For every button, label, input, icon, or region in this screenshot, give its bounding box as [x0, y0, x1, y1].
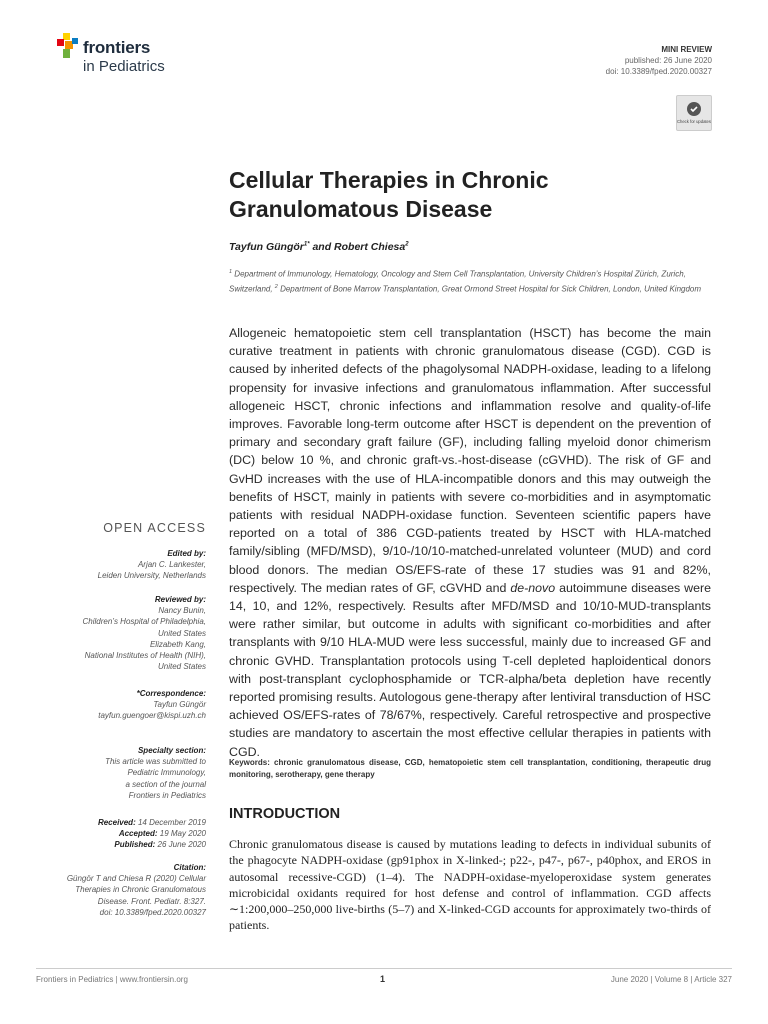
dates-block	[36, 817, 206, 851]
journal-name-line2: in Pediatrics	[83, 58, 165, 75]
sidebar-line: Arjan C. Lankester,	[137, 560, 206, 570]
sidebar-line: National Institutes of Health (NIH),	[84, 651, 206, 661]
citation-doi-link[interactable]: doi: 10.3389/fped.2020.00327	[99, 907, 206, 917]
journal-logo[interactable]	[57, 33, 217, 81]
edited-by-block	[36, 548, 206, 582]
sidebar-line: Nancy Bunin,	[158, 606, 206, 616]
footer-journal-link[interactable]: Frontiers in Pediatrics | www.frontiersin.org	[36, 975, 188, 984]
affiliations	[229, 266, 714, 296]
sidebar-line: Children’s Hospital of Philadelphia,	[82, 617, 206, 627]
specialty-block	[36, 745, 206, 801]
sidebar-line: Disease. Front. Pediatr. 8:327.	[97, 896, 206, 906]
accepted-label: Accepted:	[118, 829, 158, 839]
sidebar-line: a section of the journal	[125, 779, 206, 789]
sidebar-heading: Specialty section:	[137, 746, 206, 755]
correspondence-block	[36, 688, 206, 722]
frontiers-logo-icon	[57, 33, 79, 59]
check-for-updates-button[interactable]	[676, 95, 712, 131]
sidebar-line: Tayfun Güngör	[153, 700, 206, 710]
article-type: MINI REVIEW	[661, 45, 712, 54]
published-date-sidebar: 26 June 2020	[155, 840, 206, 850]
correspondence-email[interactable]: tayfun.guengoer@kispi.uzh.ch	[98, 711, 206, 721]
sidebar-heading: Edited by:	[167, 549, 206, 558]
sidebar-heading: Citation:	[173, 863, 206, 872]
sidebar-line: United States	[157, 662, 206, 672]
sidebar-heading: Reviewed by:	[154, 595, 206, 604]
accepted-date: 19 May 2020	[157, 829, 206, 839]
article-meta	[606, 44, 712, 77]
open-access-label: OPEN ACCESS	[103, 521, 206, 535]
affiliation-sup: 1	[229, 269, 233, 275]
affiliation-text: Department of Bone Marrow Transplantation, Great Ormond Street Hospital for Sick Children, London, United Kingdom	[277, 284, 702, 294]
abstract-text: Allogeneic hematopoietic stem cell transplantation (HSCT) has become the main curative treatment in patients with chronic granulomatous disease (CGD). CGD is caused by inherited defects of the phagolysomal NADPH-oxidase, leading to a lifelong propensity for invasive infections and granulomatous inflammation. After successful allogeneic HSCT, chronic infections and inflammation resolve and quality-of-life improves. Favorable long-term outcome after HSCT is dependent on the prevention of primary and secondary graft failure (GF), including falling myeloid donor chimerism (DC) below 10 %, and chronic graft-vs.-host-disease (cGVHD). The risk of GF and GvHD increases with the use of HLA-incompatible donors and this may outweigh the benefits of HSCT, mainly in patients with severe co-morbidities and in asymptomatic patients with residual NADPH-oxidase function. Seventeen scientific papers have reported on a total of 386 CGD-patients treated by HSCT with HLA-matched family/sibling (MFD/MSD), 9/10-/10/10-matched-unrelated volunteer (MUD) and cord blood donors. The median OS/EFS-rate of these 17 studies was 91 and 82%, respectively. The median rates of GF, cGVHD and	[229, 326, 711, 595]
published-label: Published:	[114, 840, 156, 850]
published-date: published: 26 June 2020	[624, 56, 712, 65]
keywords	[229, 757, 711, 781]
keywords-text: chronic granulomatous disease, CGD, hematopoietic stem cell transplantation, conditioning, therapeutic drug monitoring, serotherapy, gene therapy	[229, 758, 711, 779]
intro-paragraph: Chronic granulomatous disease is caused by mutations leading to defects in individual subunits of the phagocyte NADPH-oxidase (gp91phox in X-linked-; p22-, p47-, p67-, p40phox, and EROS in autosomal recessive-CGD) (1–4). The NADPH-oxidase-myeloperoxidase system generates microbicidal oxidants required for host defense and control of inflammation. CGD affects ∼1:200,000–250,000 live-births (5–7) and X-linked-CGD accounts for approximately two-thirds of patients.	[229, 837, 711, 933]
article-title: Cellular Therapies in Chronic Granulomatous Disease	[229, 167, 549, 222]
sidebar-line: Frontiers in Pediatrics	[128, 790, 206, 800]
sidebar-line: United States	[157, 628, 206, 638]
check-updates-label: Check for updates	[677, 119, 711, 124]
section-heading: INTRODUCTION	[229, 806, 341, 822]
sidebar-line: Leiden University, Netherlands	[97, 571, 206, 581]
reviewed-by-block	[36, 594, 206, 672]
page-number: 1	[380, 974, 386, 984]
abstract	[229, 324, 711, 761]
sidebar-heading: *Correspondence:	[136, 689, 206, 698]
affiliation-sup: 2	[274, 284, 278, 291]
author-affiliation-sup: 1*	[303, 241, 310, 248]
sidebar-line: Elizabeth Kang,	[149, 639, 206, 649]
check-updates-icon	[677, 96, 711, 130]
author-list	[229, 241, 409, 253]
author-conjunction: and	[309, 241, 335, 253]
abstract-italic: de-novo	[510, 580, 556, 595]
footer-issue-info: June 2020 | Volume 8 | Article 327	[610, 975, 732, 984]
author-affiliation-sup: 2	[405, 241, 409, 248]
received-label: Received:	[97, 818, 136, 827]
sidebar-line: Pediatric Immunology,	[127, 768, 206, 778]
affiliation-text: Department of Immunology, Hematology, Oncology and Stem Cell Transplantation, University Children’s Hospital Zürich, Zurich, Switzerland,	[229, 269, 686, 294]
received-date: 14 December 2019	[135, 818, 206, 827]
citation-block	[36, 862, 206, 918]
doi-link[interactable]: doi: 10.3389/fped.2020.00327	[605, 67, 712, 76]
sidebar-line: Therapies in Chronic Granulomatous	[75, 885, 206, 895]
journal-name-line1: frontiers	[83, 38, 151, 57]
sidebar-line: Güngör T and Chiesa R (2020) Cellular	[66, 874, 206, 884]
keywords-label: Keywords:	[229, 758, 270, 767]
abstract-text: autoimmune diseases were 14, 10, and 12%, respectively. Results after MFD/MSD and 10/10-MUD-transplants were rather similar, but outcome in adults with significant co-morbidities and after transplants with 9/10 HLA-MUD were less successful, mainly due to increased GF and chronic GVHD. Transplantation protocols using T-cell depleted haploidentical donors with post-transplant cyclophosphamide or TCR-alpha/beta depletion have recently reported promising results. Autologous gene-therapy after lentiviral transduction of HSC achieved OS/EFS-rates of 78/67%, respectively. Careful retrospective and prospective studies are mandatory to ascertain the most effective cellular therapies in patients with CGD.	[229, 580, 711, 759]
sidebar-line: This article was submitted to	[105, 757, 206, 767]
footer-divider	[36, 968, 732, 969]
author-name[interactable]: Robert Chiesa	[334, 241, 406, 253]
author-name[interactable]: Tayfun Güngör	[229, 241, 304, 253]
